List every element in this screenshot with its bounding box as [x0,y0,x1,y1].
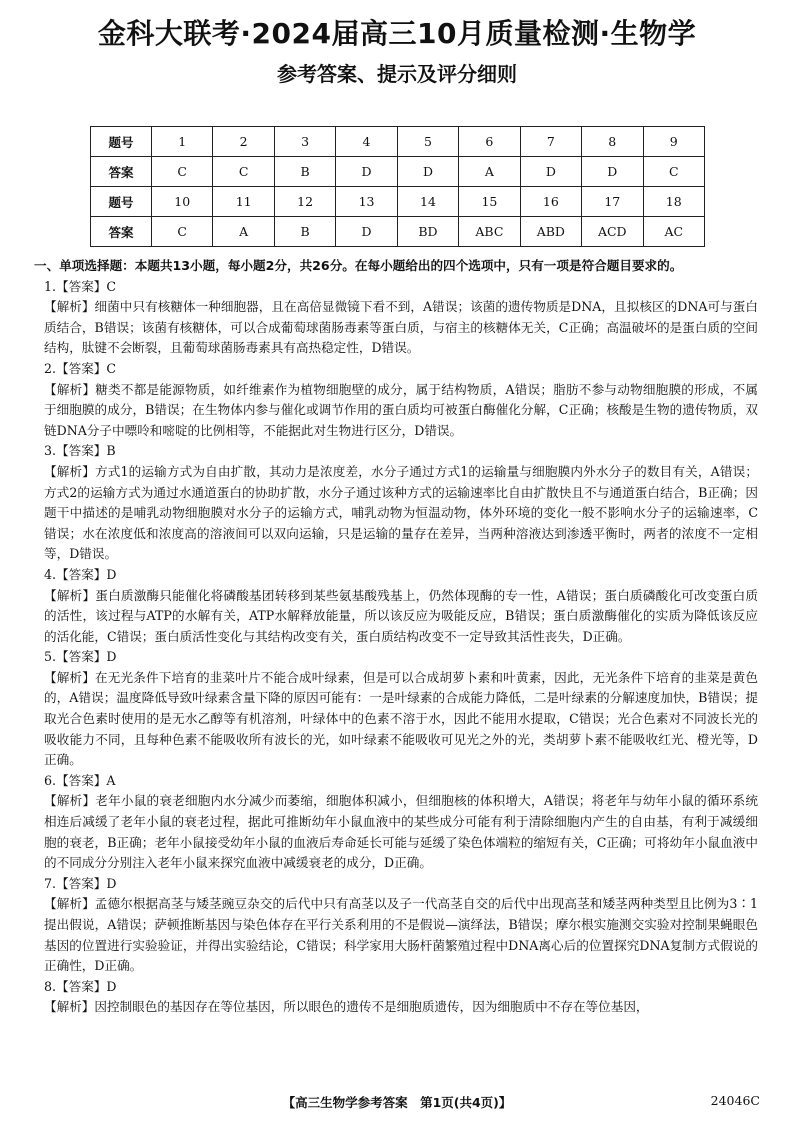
label-answer: 答案 [91,157,152,187]
answer-explanations [34,256,758,1018]
page-title: 金科大联考·2024届高三10月质量检测·生物学 [97,17,697,50]
table-cell: C [213,157,274,187]
answer-line: 2.【答案】C [44,360,117,376]
table-cell: 13 [336,187,397,217]
table-cell: 16 [520,187,581,217]
table-cell: A [459,157,520,187]
question-item [34,441,758,565]
table-row [91,157,705,187]
table-cell: 14 [397,187,458,217]
answer-line: 8.【答案】D [44,978,117,994]
table-cell: 11 [213,187,274,217]
explanation-text: 【解析】老年小鼠的衰老细胞内水分减少而萎缩，细胞体积减小，但细胞核的体积增大，A错误；将老年与幼年小鼠的循环系统相连后减缓了老年小鼠的衰老过程，据此可推断幼年小鼠血液中的某些成分可能有利于清除细胞内产生的自由基，有利于减缓细胞的衰老，B正确；老年小鼠接受幼年小鼠的血液后寿命延长可能与延缓了染色体端粒的缩短有关，C正确；可将幼年小鼠血液中的不同成分分别注入老年小鼠来探究血液中减缓衰老的成分，D正确。 [44,793,758,871]
table-cell: 7 [520,127,581,157]
table-cell: 4 [336,127,397,157]
footer-page-label: 【高三生物学参考答案 第1页(共4页)】 [282,1095,512,1110]
table-cell: B [274,157,335,187]
table-cell: 5 [397,127,458,157]
section-heading: 一、单项选择题：本题共13小题，每小题2分，共26分。在每小题给出的四个选项中，只有一项是符合题目要求的。 [34,258,683,273]
answer-line: 5.【答案】D [44,649,117,665]
table-cell: 17 [582,187,643,217]
question-item [34,977,758,1018]
explanation-text: 【解析】因控制眼色的基因存在等位基因，所以眼色的遗传不是细胞质遗传，因为细胞质中不存在等位基因， [44,999,649,1015]
table-row [91,127,705,157]
answer-line: 6.【答案】A [44,772,116,788]
table-cell: AC [643,217,705,247]
question-item [34,647,758,771]
answer-line: 3.【答案】B [44,443,116,459]
table-cell: 6 [459,127,520,157]
explanation-text: 【解析】孟德尔根据高茎与矮茎豌豆杂交的后代中只有高茎以及子一代高茎自交的后代中出现高茎和矮茎两种类型且比例为3∶1提出假说，A错误；萨顿推断基因与染色体存在平行关系利用的不是假说—演绎法，B错误；摩尔根实施测交实验对控制果蝇眼色基因的位置进行实验验证，并得出实验结论，C错误；科学家用大肠杆菌繁殖过程中DNA离心后的位置探究DNA复制方式假说的正确性，D正确。 [44,896,758,974]
question-item [34,771,758,874]
answer-table [90,126,705,247]
table-cell: 9 [643,127,705,157]
explanation-text: 【解析】蛋白质激酶只能催化将磷酸基团转移到某些氨基酸残基上，仍然体现酶的专一性，A错误；蛋白质磷酸化可改变蛋白质的活性，该过程与ATP的水解有关，ATP水解释放能量，所以该反应为吸能反应，B错误；蛋白质激酶催化的实质为降低该反应的活化能，C错误；蛋白质活性变化与其结构改变有关，蛋白质结构改变不一定导致其活性丧失，D正确。 [44,587,758,644]
label-question-number: 题号 [91,127,152,157]
table-row [91,217,705,247]
table-cell: D [336,217,397,247]
question-item [34,277,758,359]
explanation-text: 【解析】方式1的运输方式为自由扩散，其动力是浓度差，水分子通过方式1的运输量与细胞膜内外水分子的数目有关，A错误；方式2的运输方式为通过水通道蛋白的协助扩散，水分子通过该种方式的运输速率比自由扩散快且不与通道蛋白结合，B正确；因题干中描述的是哺乳动物细胞膜对水分子的运输方式，哺乳动物为恒温动物，体外环境的变化一般不影响水分子的运输速率，C错误；水在浓度低和浓度高的溶液间可以双向运输，只是运输的量存在差异，当两种溶液达到渗透平衡时，两者的浓度不一定相等，D错误。 [44,463,758,562]
table-cell: D [520,157,581,187]
label-answer: 答案 [91,217,152,247]
page-subtitle: 参考答案、提示及评分细则 [277,62,517,86]
table-cell: C [643,157,705,187]
table-cell: 18 [643,187,705,217]
table-cell: ABC [459,217,520,247]
answer-line: 1.【答案】C [44,278,117,294]
table-cell: 2 [213,127,274,157]
table-cell: 15 [459,187,520,217]
question-item [34,874,758,977]
table-cell: 10 [152,187,213,217]
table-cell: ACD [582,217,643,247]
answer-line: 7.【答案】D [44,875,117,891]
table-cell: D [582,157,643,187]
table-cell: 8 [582,127,643,157]
table-cell: 3 [274,127,335,157]
table-cell: 12 [274,187,335,217]
question-item [34,565,758,647]
table-cell: ABD [520,217,581,247]
table-cell: C [152,217,213,247]
answer-line: 4.【答案】D [44,566,117,582]
question-item [34,359,758,441]
label-question-number: 题号 [91,187,152,217]
footer-code: 24046C [710,1093,760,1108]
table-cell: B [274,217,335,247]
table-cell: A [213,217,274,247]
explanation-text: 【解析】细菌中只有核糖体一种细胞器，且在高倍显微镜下看不到，A错误；该菌的遗传物质是DNA，且拟核区的DNA可与蛋白质结合，B错误；该菌有核糖体，可以合成葡萄球菌肠毒素等蛋白质，与宿主的核糖体无关，C正确；高温破坏的是蛋白质的空间结构，肽键不会断裂，且葡萄球菌肠毒素具有高热稳定性，D错误。 [44,299,758,356]
table-cell: D [397,157,458,187]
explanation-text: 【解析】糖类不都是能源物质，如纤维素作为植物细胞壁的成分，属于结构物质，A错误；脂肪不参与动物细胞膜的形成，不属于细胞膜的成分，B错误；在生物体内参与催化或调节作用的蛋白质均可被蛋白酶催化分解，C正确；核酸是生物的遗传物质，双链DNA分子中嘌呤和嘧啶的比例相等，不能据此对生物进行区分，D错误。 [44,381,758,438]
table-cell: 1 [152,127,213,157]
table-cell: D [336,157,397,187]
table-row [91,187,705,217]
table-cell: C [152,157,213,187]
explanation-text: 【解析】在无光条件下培育的韭菜叶片不能合成叶绿素，但是可以合成胡萝卜素和叶黄素，因此，无光条件下培育的韭菜是黄色的，A错误；温度降低导致叶绿素含量下降的原因可能有：一是叶绿素的合成能力降低，二是叶绿素的分解速度加快，B错误；提取光合色素时使用的是无水乙醇等有机溶剂，叶绿体中的色素不溶于水，因此不能用水提取，C错误；光合色素对不同波长光的吸收能力不同，且每种色素不能吸收所有波长的光，如叶绿素不能吸收可见光之外的光，类胡萝卜素不能吸收红光、橙光等，D正确。 [44,669,758,768]
table-cell: BD [397,217,458,247]
